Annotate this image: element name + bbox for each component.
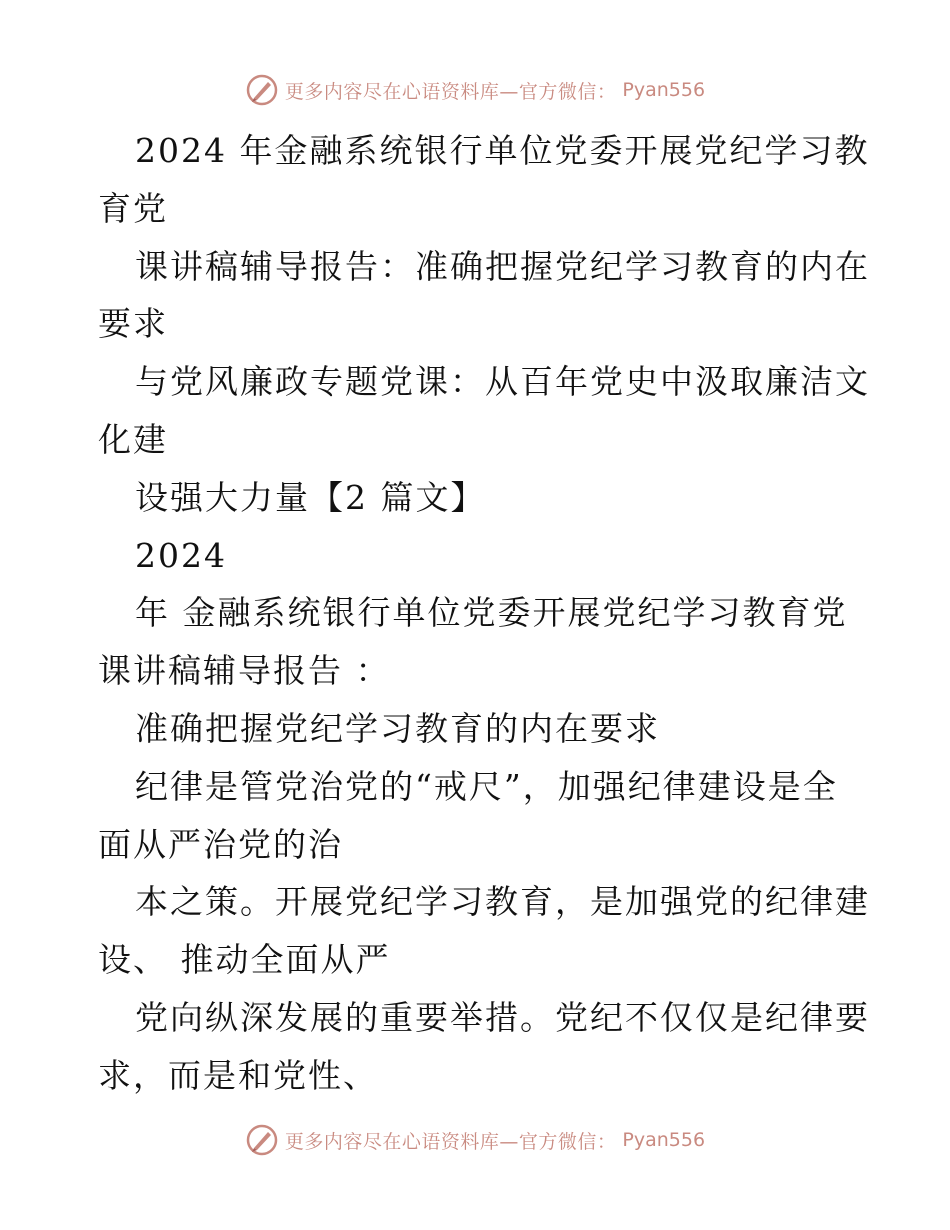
header-watermark (0, 70, 950, 110)
text-line: 求，而是和党性、 (98, 1055, 378, 1095)
text-line: 本之策。开展党纪学习教育，是加强党的纪律建 (135, 882, 870, 922)
text-line: 年 金融系统银行单位党委开展党纪学习教育党 (135, 593, 848, 633)
document-body (98, 122, 870, 1105)
text-line: 要求 (98, 304, 168, 344)
watermark-wechat-id: Pyan556 (622, 1129, 706, 1151)
watermark-text: 更多内容尽在心语资料库—官方微信： (284, 1130, 617, 1153)
text-line: 纪律是管党治党的“戒尺”，加强纪律建设是全 (135, 766, 838, 806)
watermark-text: 更多内容尽在心语资料库—官方微信： (284, 80, 617, 103)
text-line: 与党风廉政专题党课：从百年党史中汲取廉洁文 (135, 362, 870, 402)
text-line: 面从严治党的治 (98, 824, 343, 864)
text-line: 设、 推动全面从严 (98, 940, 391, 980)
text-line: 设强大力量【2 篇文】 (135, 477, 486, 517)
text-line: 准确把握党纪学习教育的内在要求 (135, 708, 660, 748)
text-line: 2024 年金融系统银行单位党委开展党纪学习教 (135, 131, 870, 170)
text-line: 化建 (98, 419, 168, 459)
text-line: 党向纵深发展的重要举措。党纪不仅仅是纪律要 (135, 997, 870, 1037)
text-line: 2024 (135, 535, 227, 575)
footer-watermark (0, 1120, 950, 1160)
watermark-wechat-id: Pyan556 (622, 79, 706, 101)
text-line: 课讲稿辅导报告：准确把握党纪学习教育的内在 (135, 246, 870, 286)
pen-logo-icon (245, 1123, 279, 1157)
text-line: 育党 (98, 188, 168, 228)
pen-logo-icon (245, 73, 279, 107)
text-line: 课讲稿辅导报告 ： (98, 651, 391, 691)
